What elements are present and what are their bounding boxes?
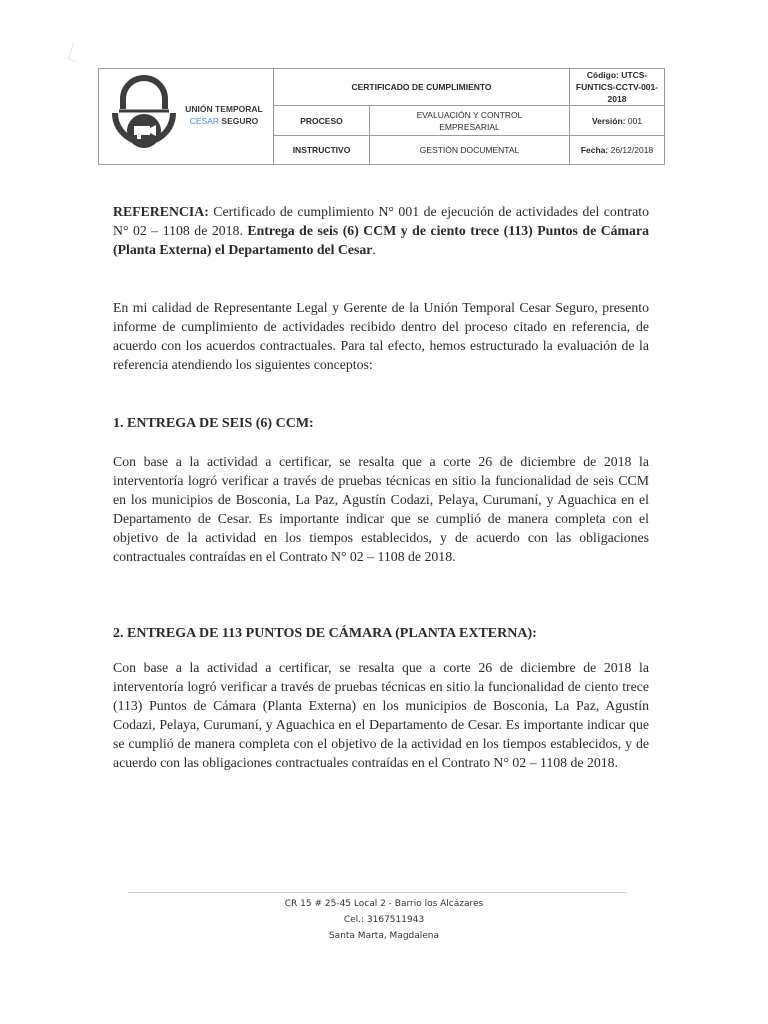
reference-paragraph — [113, 202, 649, 259]
proceso-value-line2: EMPRESARIAL — [439, 121, 500, 132]
fecha-cell — [570, 136, 665, 165]
reference-text: Certificado de cumplimiento N° 001 de ejecución de actividades del contrato N° 02 – 1108 de 2018. — [113, 204, 649, 238]
footer-divider — [128, 892, 626, 893]
reference-end: . — [372, 242, 376, 257]
proceso-label: PROCESO — [274, 106, 370, 136]
version-label: Versión: — [591, 115, 626, 126]
footer-city: Santa Marta, Magdalena — [328, 931, 440, 941]
proceso-value-line1: EVALUACIÓN Y CONTROL — [416, 109, 523, 120]
footer — [0, 896, 768, 944]
org-name-line1: UNIÓN TEMPORAL — [185, 103, 263, 114]
document-title: CERTIFICADO DE CUMPLIMIENTO — [274, 69, 570, 106]
instructivo-value: GESTIÓN DOCUMENTAL — [370, 136, 570, 165]
document-header — [98, 68, 665, 165]
scan-mark — [67, 43, 81, 62]
padlock-camera-icon — [105, 75, 183, 159]
footer-phone: Cel.: 3167511943 — [343, 915, 425, 925]
version-cell — [570, 106, 665, 136]
section1-paragraph: Con base a la actividad a certificar, se resalta que a corte 26 de diciembre de 2018 la interventoría logró verificar a través de pruebas técnicas en sitio la funcionalidad de seis CCM en los municipios de Bosconia, La Paz, Agustín Codazi, Pelaya, Curumaní, y Aguachica en el Departamento de Cesar. Es importante indicar que se cumplió de manera completa con el objetivo de la actividad en los tiempos establecidos, y de acuerdo con las obligaciones contractuales contraídas en el Contrato N° 02 – 1108 de 2018. — [113, 454, 649, 564]
logo — [99, 73, 273, 161]
logo-cell — [99, 69, 274, 165]
document-code — [570, 69, 665, 106]
fecha-label: Fecha: — [580, 145, 609, 155]
intro-paragraph: En mi calidad de Representante Legal y Gerente de la Unión Temporal Cesar Seguro, presento informe de cumplimiento de actividades recibido dentro del proceso citado en referencia, de acuerdo con los acuerdos contractuales. Para tal efecto, hemos estructurado la evaluación de la referencia atendiendo los siguientes conceptos: — [113, 300, 649, 372]
section2-heading: 2. ENTREGA DE 113 PUNTOS DE CÁMARA (PLANTA EXTERNA): — [113, 626, 537, 641]
org-name — [182, 103, 266, 127]
reference-label: REFERENCIA: — [113, 204, 209, 219]
version-value: 001 — [627, 115, 643, 126]
footer-address: CR 15 # 25-45 Local 2 - Barrio los Alcázares — [284, 899, 484, 909]
org-name-cesar: CESAR — [189, 115, 220, 126]
section2-paragraph: Con base a la actividad a certificar, se resalta que a corte 26 de diciembre de 2018 la interventoría logró verificar a través de pruebas técnicas en sitio la funcionalidad de ciento trece (113) Puntos de Cámara (Planta Externa) en los municipios de Bosconia, La Paz, Agustín Codazi, Pelaya, Curumaní, y Aguachica en el Departamento de Cesar. Es importante indicar que se cumplió de manera completa con el objetivo de la actividad en los tiempos establecidos, y de acuerdo con las obligaciones contractuales contraídas en el Contrato N° 02 – 1108 de 2018. — [113, 660, 649, 770]
instructivo-label: INSTRUCTIVO — [274, 136, 370, 165]
section1-heading: 1. ENTREGA DE SEIS (6) CCM: — [113, 416, 314, 431]
code-text: Código: UTCS-FUNTICS-CCTV-001-2018 — [575, 70, 659, 104]
proceso-value — [370, 106, 570, 136]
reference-bold-text: Entrega de seis (6) CCM y de ciento trece (113) Puntos de Cámara (Planta Externa) el Departamento del Cesar — [113, 223, 649, 257]
org-name-seguro: SEGURO — [221, 115, 259, 126]
fecha-value: 26/12/2018 — [610, 145, 654, 155]
